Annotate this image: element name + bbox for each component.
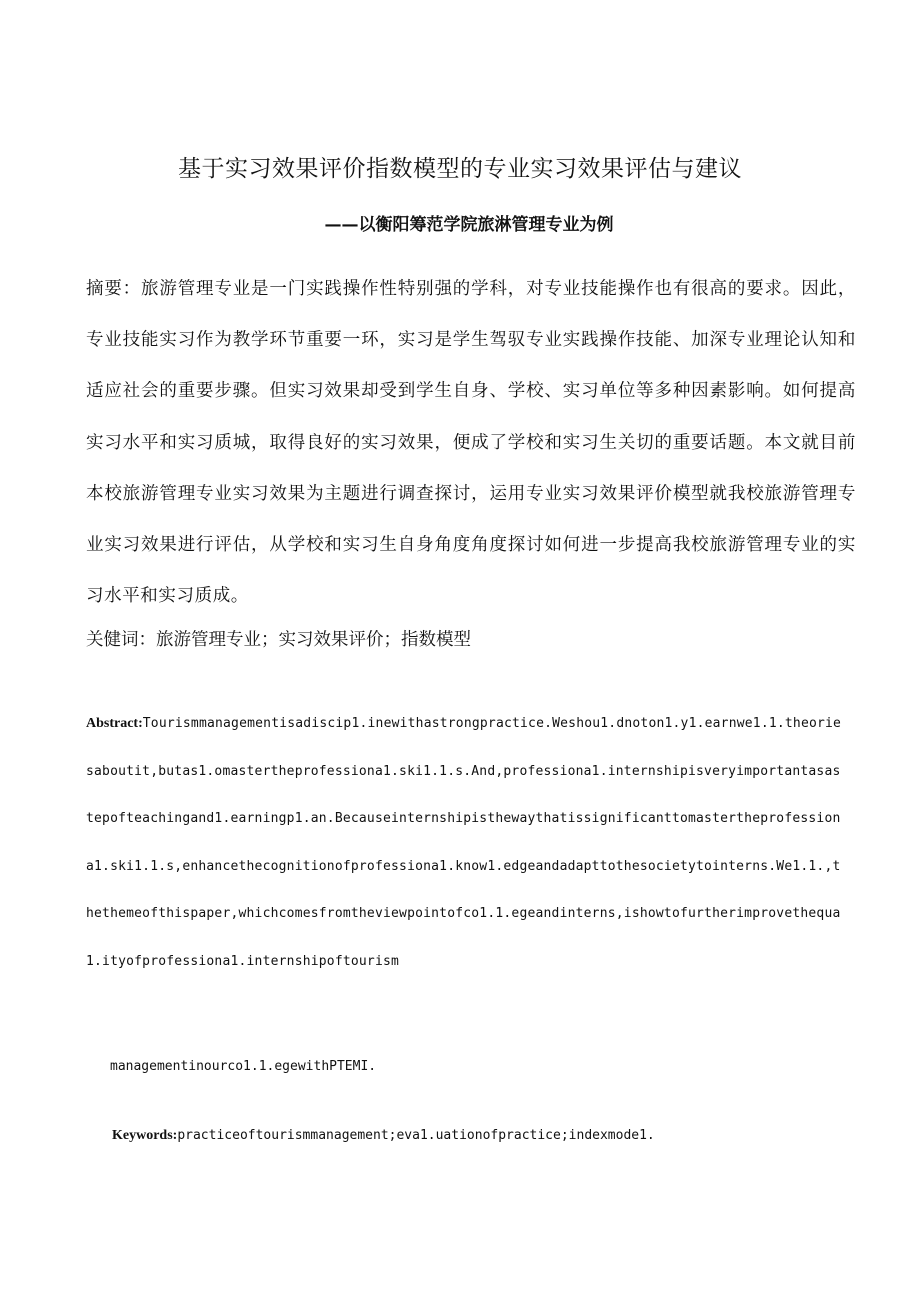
english-keywords-label: Keywords: xyxy=(112,1128,178,1143)
english-abstract-text: Tourismmanagementisadiscip1.inewithastrongpractice.Weshou1.dnoton1.y1.earnwe1.1.theoriesaboutit,butas1.omastertheprofessiona1.ski1.1.s.And,professiona1.internshipisveryimportantasastepofteachingand1.earningp1.an.Becauseinternshipisthewaythatissignificanttomastertheprofessiona1.ski1.1.s,enhancethecognitionofprofessiona1.know1.edgeandadapttothesocietytointerns.We1.1.,thethemeofthispaper,whichcomesfromtheviewpointofco1.1.egeandinterns,ishowtofurtherimprovethequa1.ityofprofessiona1.internshipoftourism xyxy=(86,716,842,969)
chinese-keywords: 关健词：旅游管理专业；实习效果评价；指数模型 xyxy=(86,630,471,650)
english-abstract-label: Abstract: xyxy=(86,716,143,731)
page-subtitle: ——以衡阳筹范学院旅淋管理专业为例 xyxy=(324,215,614,235)
chinese-abstract: 摘要：旅游管理专业是一门实践操作性特别强的学科，对专业技能操作也有很高的要求。因此，专业技能实习作为教学环节重要一环，实习是学生驾驭专业实践操作技能、加深专业理论认知和适应社会的重要步骤。但实习效果却受到学生自身、学校、实习单位等多种因素影响。如何提高实习水平和实习质城，取得良好的实习效果，便成了学校和实习生关切的重要话题。本文就目前本校旅游管理专业实习效果为主题进行调查探讨，运用专业实习效果评价模型就我校旅游管理专业实习效果进行评估，从学校和实习生自身角度角度探讨如何进一步提高我校旅游管理专业的实习水平和实习质成。 xyxy=(86,279,856,607)
english-keywords-text: practiceoftourismmanagement;eva1.uationofpractice;indexmode1. xyxy=(177,1128,655,1143)
page-title: 基于实习效果评价指数模型的专业实习效果评估与建议 xyxy=(178,156,742,182)
english-abstract-tail: managementinourco1.1.egewithPTEMI. xyxy=(110,1059,377,1074)
english-abstract xyxy=(86,700,848,985)
english-keywords xyxy=(112,1124,852,1148)
